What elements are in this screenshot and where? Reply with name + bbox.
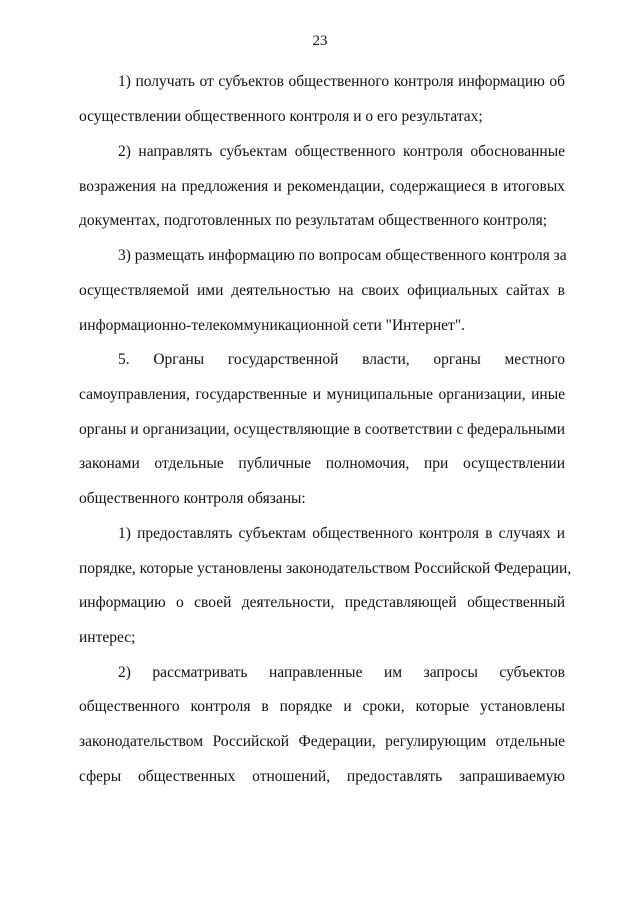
page-number: 23 (312, 33, 328, 49)
text-line: 2) рассматривать направленные им запросы субъектов (118, 664, 565, 681)
text-line: законами отдельные публичные полномочия, при осуществлении (79, 455, 565, 472)
text-line: осуществляемой ими деятельностью на своих официальных сайтах в (79, 282, 565, 299)
text-line: органы и организации, осуществляющие в соответствии с федеральными (79, 421, 565, 438)
text-line: 2) направлять субъектам общественного контроля обоснованные (118, 143, 565, 160)
text-line: документах, подготовленных по результатам общественного контроля; (79, 212, 548, 229)
text-line: общественного контроля в порядке и сроки, которые установлены (79, 698, 565, 715)
text-line: осуществлении общественного контроля и о его результатах; (79, 108, 483, 125)
text-line: информационно-телекоммуникационной сети "Интернет". (79, 317, 466, 334)
text-line: 1) предоставлять субъектам общественного контроля в случаях и (118, 525, 565, 542)
text-line: 1) получать от субъектов общественного контроля информацию об (118, 73, 565, 90)
text-line: 3) размещать информацию по вопросам общественного контроля за (118, 247, 567, 264)
text-line: 5. Органы государственной власти, органы местного (118, 351, 565, 368)
text-line: сферы общественных отношений, предоставлять запрашиваемую (79, 768, 565, 785)
text-line: самоуправления, государственные и муниципальные организации, иные (79, 386, 565, 403)
text-line: общественного контроля обязаны: (79, 490, 306, 507)
text-line: интерес; (79, 629, 136, 646)
text-line: законодательством Российской Федерации, регулирующим отдельные (79, 733, 565, 750)
text-line: возражения на предложения и рекомендации, содержащиеся в итоговых (79, 178, 565, 195)
text-line: порядке, которые установлены законодательством Российской Федерации, (79, 560, 572, 577)
text-line: информацию о своей деятельности, представляющей общественный (79, 594, 565, 611)
